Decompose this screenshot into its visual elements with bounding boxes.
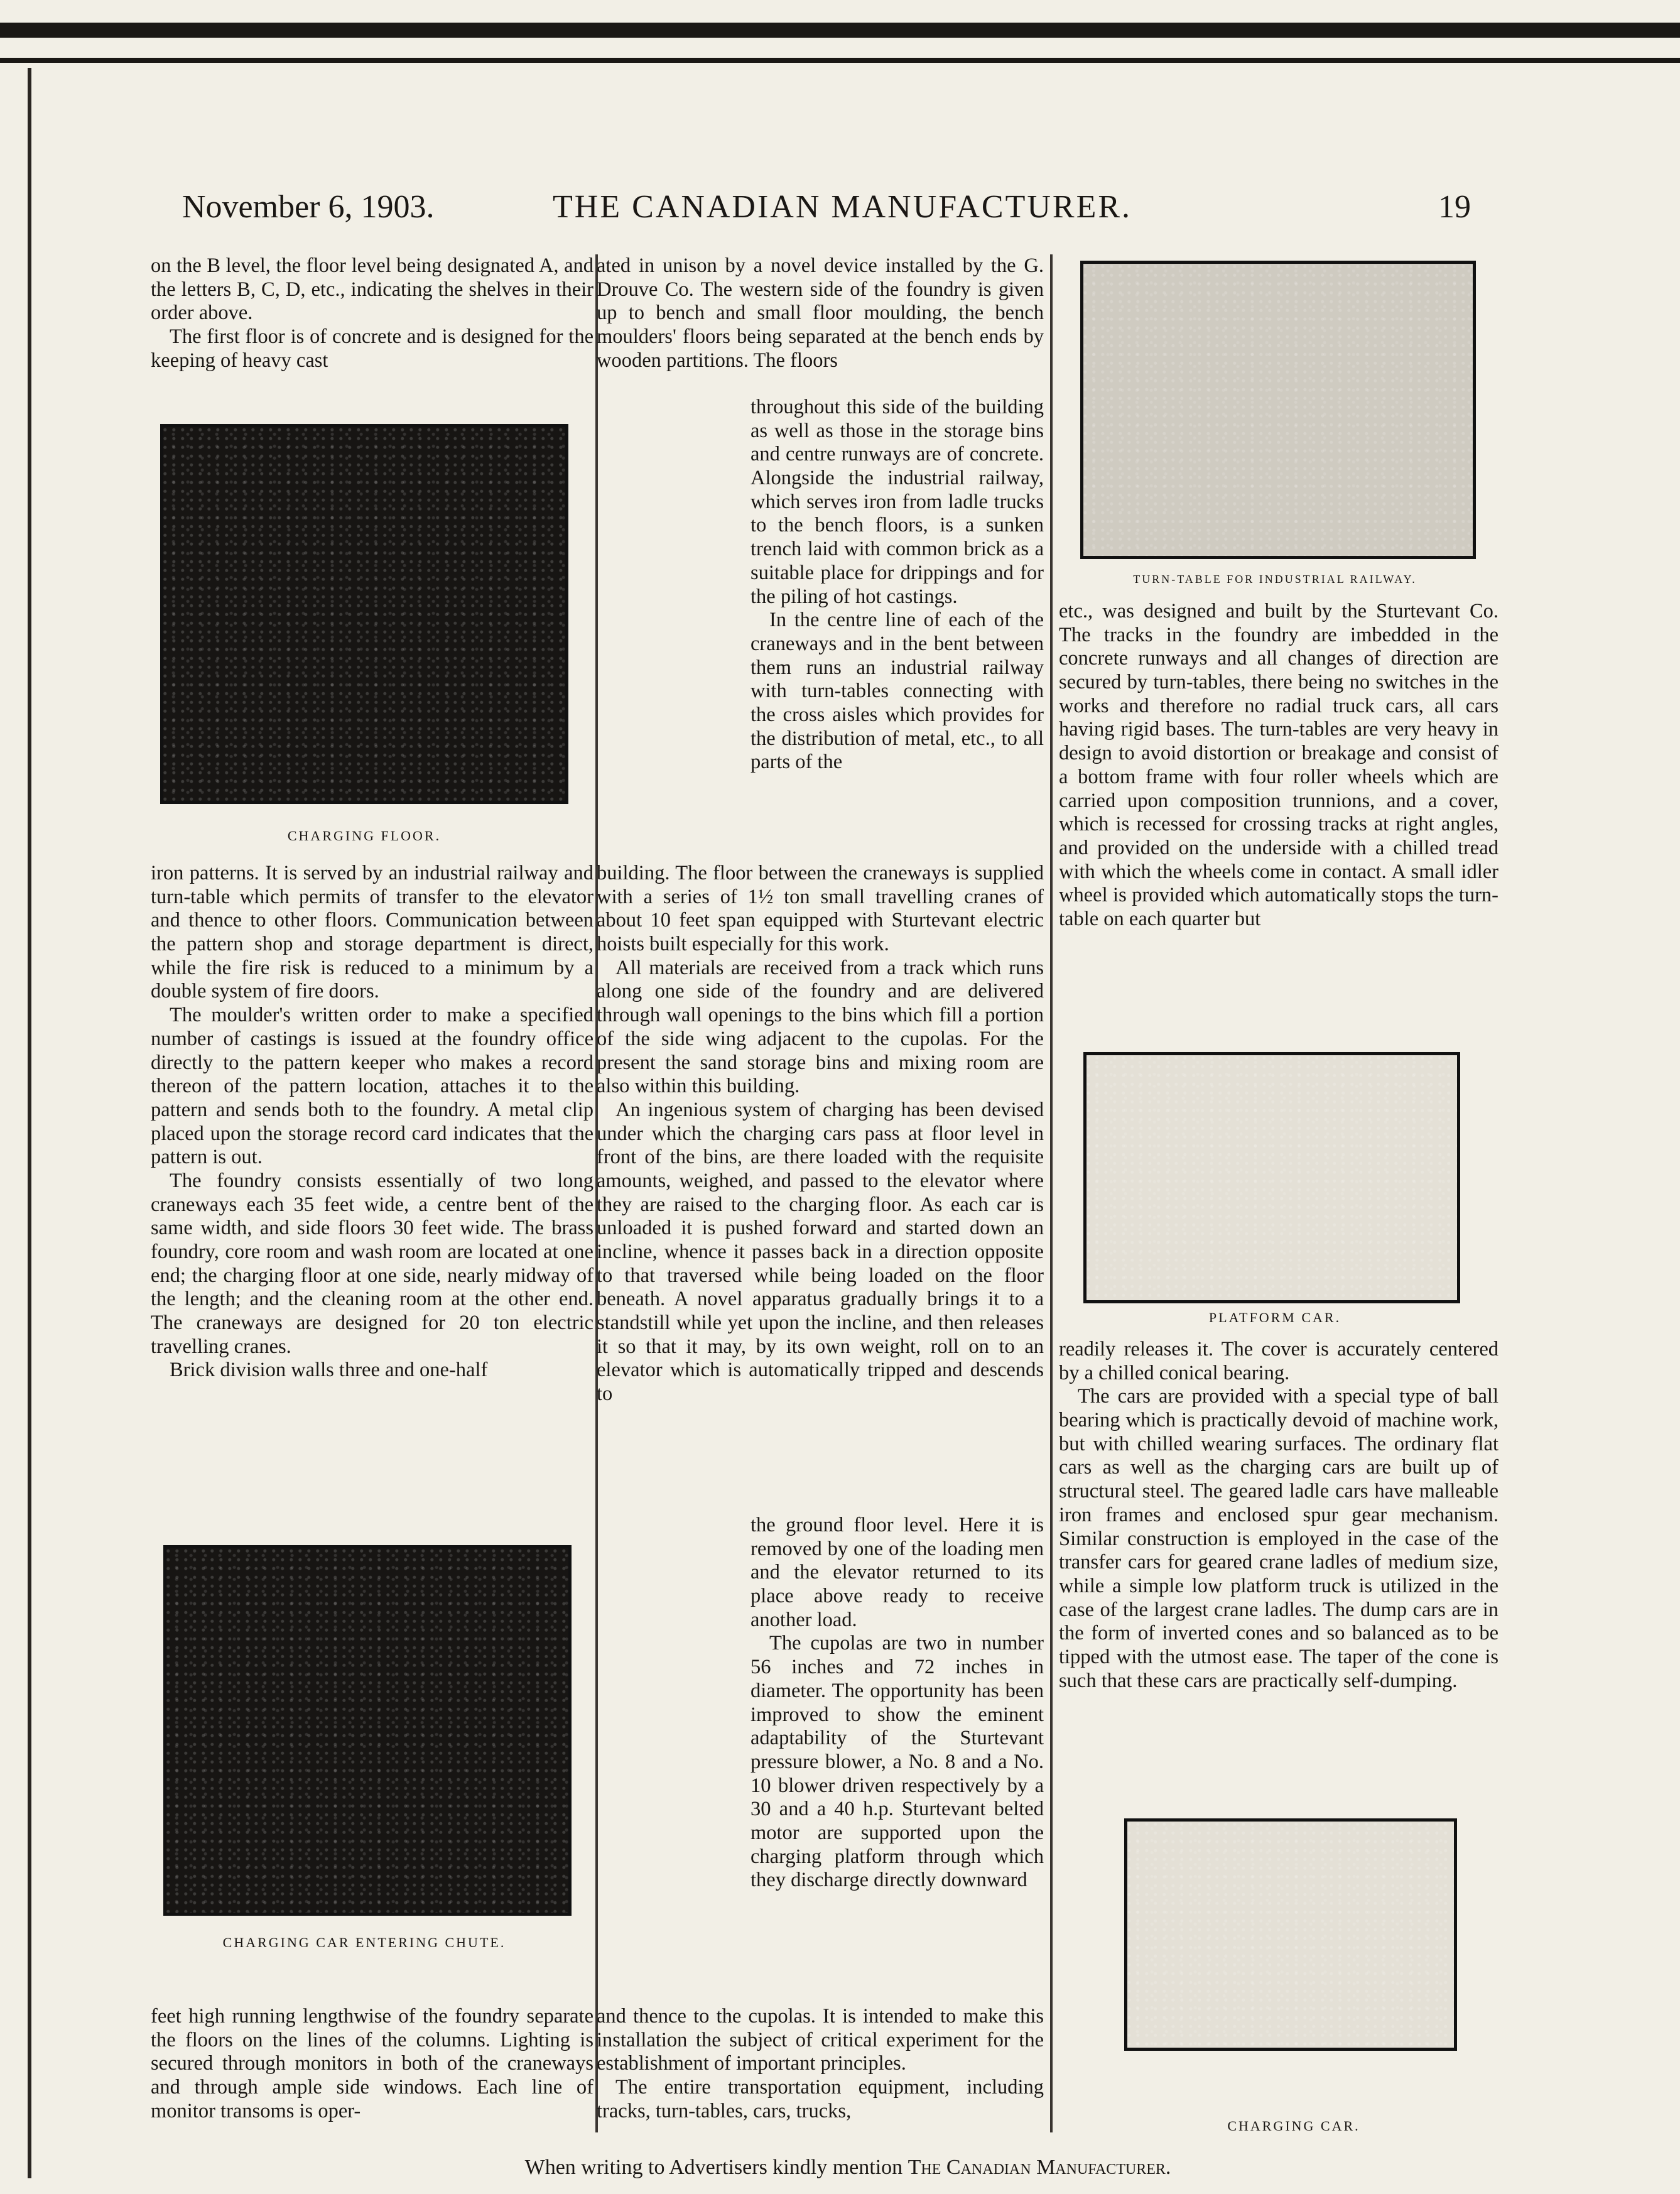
photo-charging-car-entering-chute <box>163 1545 572 1916</box>
paragraph: An ingenious system of charging has been devised under which the charging cars pass at floor level in front of the bins, are there loaded with the requisite amounts, weighed, and passed to the elevator where they are raised to the charging floor. As each car is unloaded it is pushed forward and started down an incline, whence it passes back in a direction opposite to that traversed while being loaded on the floor beneath. A novel apparatus gradually brings it to a standstill while yet upon the incline, and then releases it so that it may, by its own weight, roll on to an elevator which is automatically tripped and descends to <box>597 1098 1044 1406</box>
paragraph: The moulder's written order to make a specified number of castings is issued at the foundry office directly to the pattern keeper who makes a record thereon of the pattern location, attaches it to the pattern and sends both to the foundry. A metal clip placed upon the storage record card indicates that the pattern is out. <box>151 1004 593 1169</box>
paragraph: on the B level, the floor level being designated A, and the letters B, C, D, etc., indicating the shelves in their order above. <box>151 254 593 325</box>
top-border-rule-thin <box>0 58 1680 63</box>
column-1-middle <box>151 862 593 1382</box>
paragraph: building. The floor between the craneways is supplied with a series of 1½ ton small travelling cranes of about 10 feet span equipped with Sturtevant electric hoists built especially for this work. <box>597 862 1044 956</box>
column-3-middle <box>1059 1338 1498 1693</box>
column-2-bottom <box>597 2005 1044 2123</box>
page-header <box>182 188 1501 239</box>
caption-charging-car-entering-chute: CHARGING CAR ENTERING CHUTE. <box>222 1935 506 1950</box>
paragraph: the ground floor level. Here it is removed by one of the loading men and the elevator returned to its place above ready to receive another load. <box>751 1514 1044 1631</box>
photo-platform-car <box>1083 1052 1460 1303</box>
caption-platform-car: PLATFORM CAR. <box>1208 1310 1341 1325</box>
paragraph: ated in unison by a novel device installed by the G. Drouve Co. The western side of the foundry is given up to bench and small floor moulding, the bench moulders' floors being separated at the bench ends by wooden partitions. The floors <box>597 254 1044 372</box>
paragraph: etc., was designed and built by the Sturtevant Co. The tracks in the foundry are imbedded in the concrete runways and all changes of direction are secured by turn-tables, there being no switches in the works and therefore no radial truck cars, all cars having rigid bases. The turn-tables are very heavy in design to avoid distortion or breakage and consist of a bottom frame with four roller wheels which are carried upon composition trunnions, and a cover, which is recessed for crossing tracks at right angles, and provided on the underside with a chilled tread with which the wheels come in contact. A small idler wheel is provided which automatically stops the turn-table on each quarter but <box>1059 600 1498 930</box>
column-2-top <box>597 254 1044 372</box>
column-3-top <box>1059 600 1498 931</box>
caption-charging-car: CHARGING CAR. <box>1227 2118 1360 2134</box>
paragraph: The foundry consists essentially of two long craneways each 35 feet wide, a centre bent of the same width, and side floors 30 feet wide. The brass foundry, core room and wash room are located at one end; the charging floor at one side, nearly midway of the length; and the cleaning room at the other end. The craneways are designed for 20 ton electric travelling cranes. <box>151 1169 593 1358</box>
caption-charging-floor: CHARGING FLOOR. <box>287 828 442 844</box>
column-rule-2 <box>1050 254 1053 2132</box>
paragraph: throughout this side of the building as well as those in the storage bins and centre runways are of concrete. Alongside the industrial railway, which serves iron from ladle trucks to the bench floors, is a sunken trench laid with common brick as a suitable place for drippings and for the piling of hot castings. <box>751 396 1044 608</box>
paragraph: The first floor is of concrete and is designed for the keeping of heavy cast <box>151 325 593 372</box>
photo-charging-floor <box>160 424 568 804</box>
paragraph: The cars are provided with a special type of ball bearing which is practically devoid of machine work, but with chilled wearing surfaces. The ordinary flat cars as well as the charging cars are built up of structural steel. The geared ladle cars have malleable iron frames and enclosed spur gear mechanism. Similar construction is employed in the case of the transfer cars for geared crane ladles of medium size, while a simple low platform truck is utilized in the case of the largest crane ladles. The dump cars are in the form of inverted cones and so balanced as to be tipped with the utmost ease. The taper of the cone is such that these cars are practically self-dumping. <box>1059 1385 1498 1692</box>
paragraph: feet high running lengthwise of the foundry separate the floors on the lines of the columns. Lighting is secured through monitors in both of the craneways and through ample side windows. Each line of monitor transoms is oper- <box>151 2005 593 2122</box>
footer-publication: The Canadian Manufacturer. <box>908 2156 1171 2179</box>
column-1-bottom <box>151 2005 593 2123</box>
page-footer <box>377 2156 1319 2180</box>
paragraph: The cupolas are two in number 56 inches and 72 inches in diameter. The opportunity has been improved to show the eminent adaptability of the Sturtevant pressure blower, a No. 8 and a No. 10 blower driven respectively by a 30 and a 40 h.p. Sturtevant belted motor are supported upon the charging platform through which they discharge directly downward <box>751 1632 1044 1892</box>
caption-turn-table: TURN-TABLE FOR INDUSTRIAL RAILWAY. <box>1133 573 1417 585</box>
paragraph: All materials are received from a track which runs along one side of the foundry and are delivered through wall openings to the bins which fill a portion of the side wing adjacent to the cupolas. For the present the sand storage bins and mixing room are also within this building. <box>597 956 1044 1098</box>
paragraph: iron patterns. It is served by an industrial railway and turn-table which permits of transfer to the elevator and thence to other floors. Communication between the pattern shop and storage department is direct, while the fire risk is reduced to a minimum by a double system of fire doors. <box>151 862 593 1003</box>
left-margin-line <box>28 68 31 2178</box>
photo-turn-table <box>1080 261 1476 559</box>
column-2-narrow-2 <box>751 1514 1044 1893</box>
column-2-narrow-1 <box>751 396 1044 774</box>
header-title: THE CANADIAN MANUFACTURER. <box>553 189 1132 225</box>
paragraph: readily releases it. The cover is accurately centered by a chilled conical bearing. <box>1059 1338 1498 1384</box>
column-2-middle <box>597 862 1044 1406</box>
header-date: November 6, 1903. <box>182 189 435 225</box>
photo-charging-car <box>1124 1818 1457 2051</box>
column-1-top <box>151 254 593 372</box>
footer-text: When writing to Advertisers kindly mention <box>524 2156 903 2179</box>
paragraph: The entire transportation equipment, including tracks, turn-tables, cars, trucks, <box>597 2076 1044 2122</box>
paragraph: Brick division walls three and one-half <box>170 1359 488 1382</box>
paragraph: and thence to the cupolas. It is intended to make this installation the subject of critical experiment for the establishment of important principles. <box>597 2005 1044 2075</box>
top-border-rule <box>0 23 1680 48</box>
page-number: 19 <box>1438 189 1471 225</box>
paragraph: In the centre line of each of the craneways and in the bent between them runs an industrial railway with turn-tables connecting with the cross aisles which provides for the distribution of metal, etc., to all parts of the <box>751 609 1044 774</box>
